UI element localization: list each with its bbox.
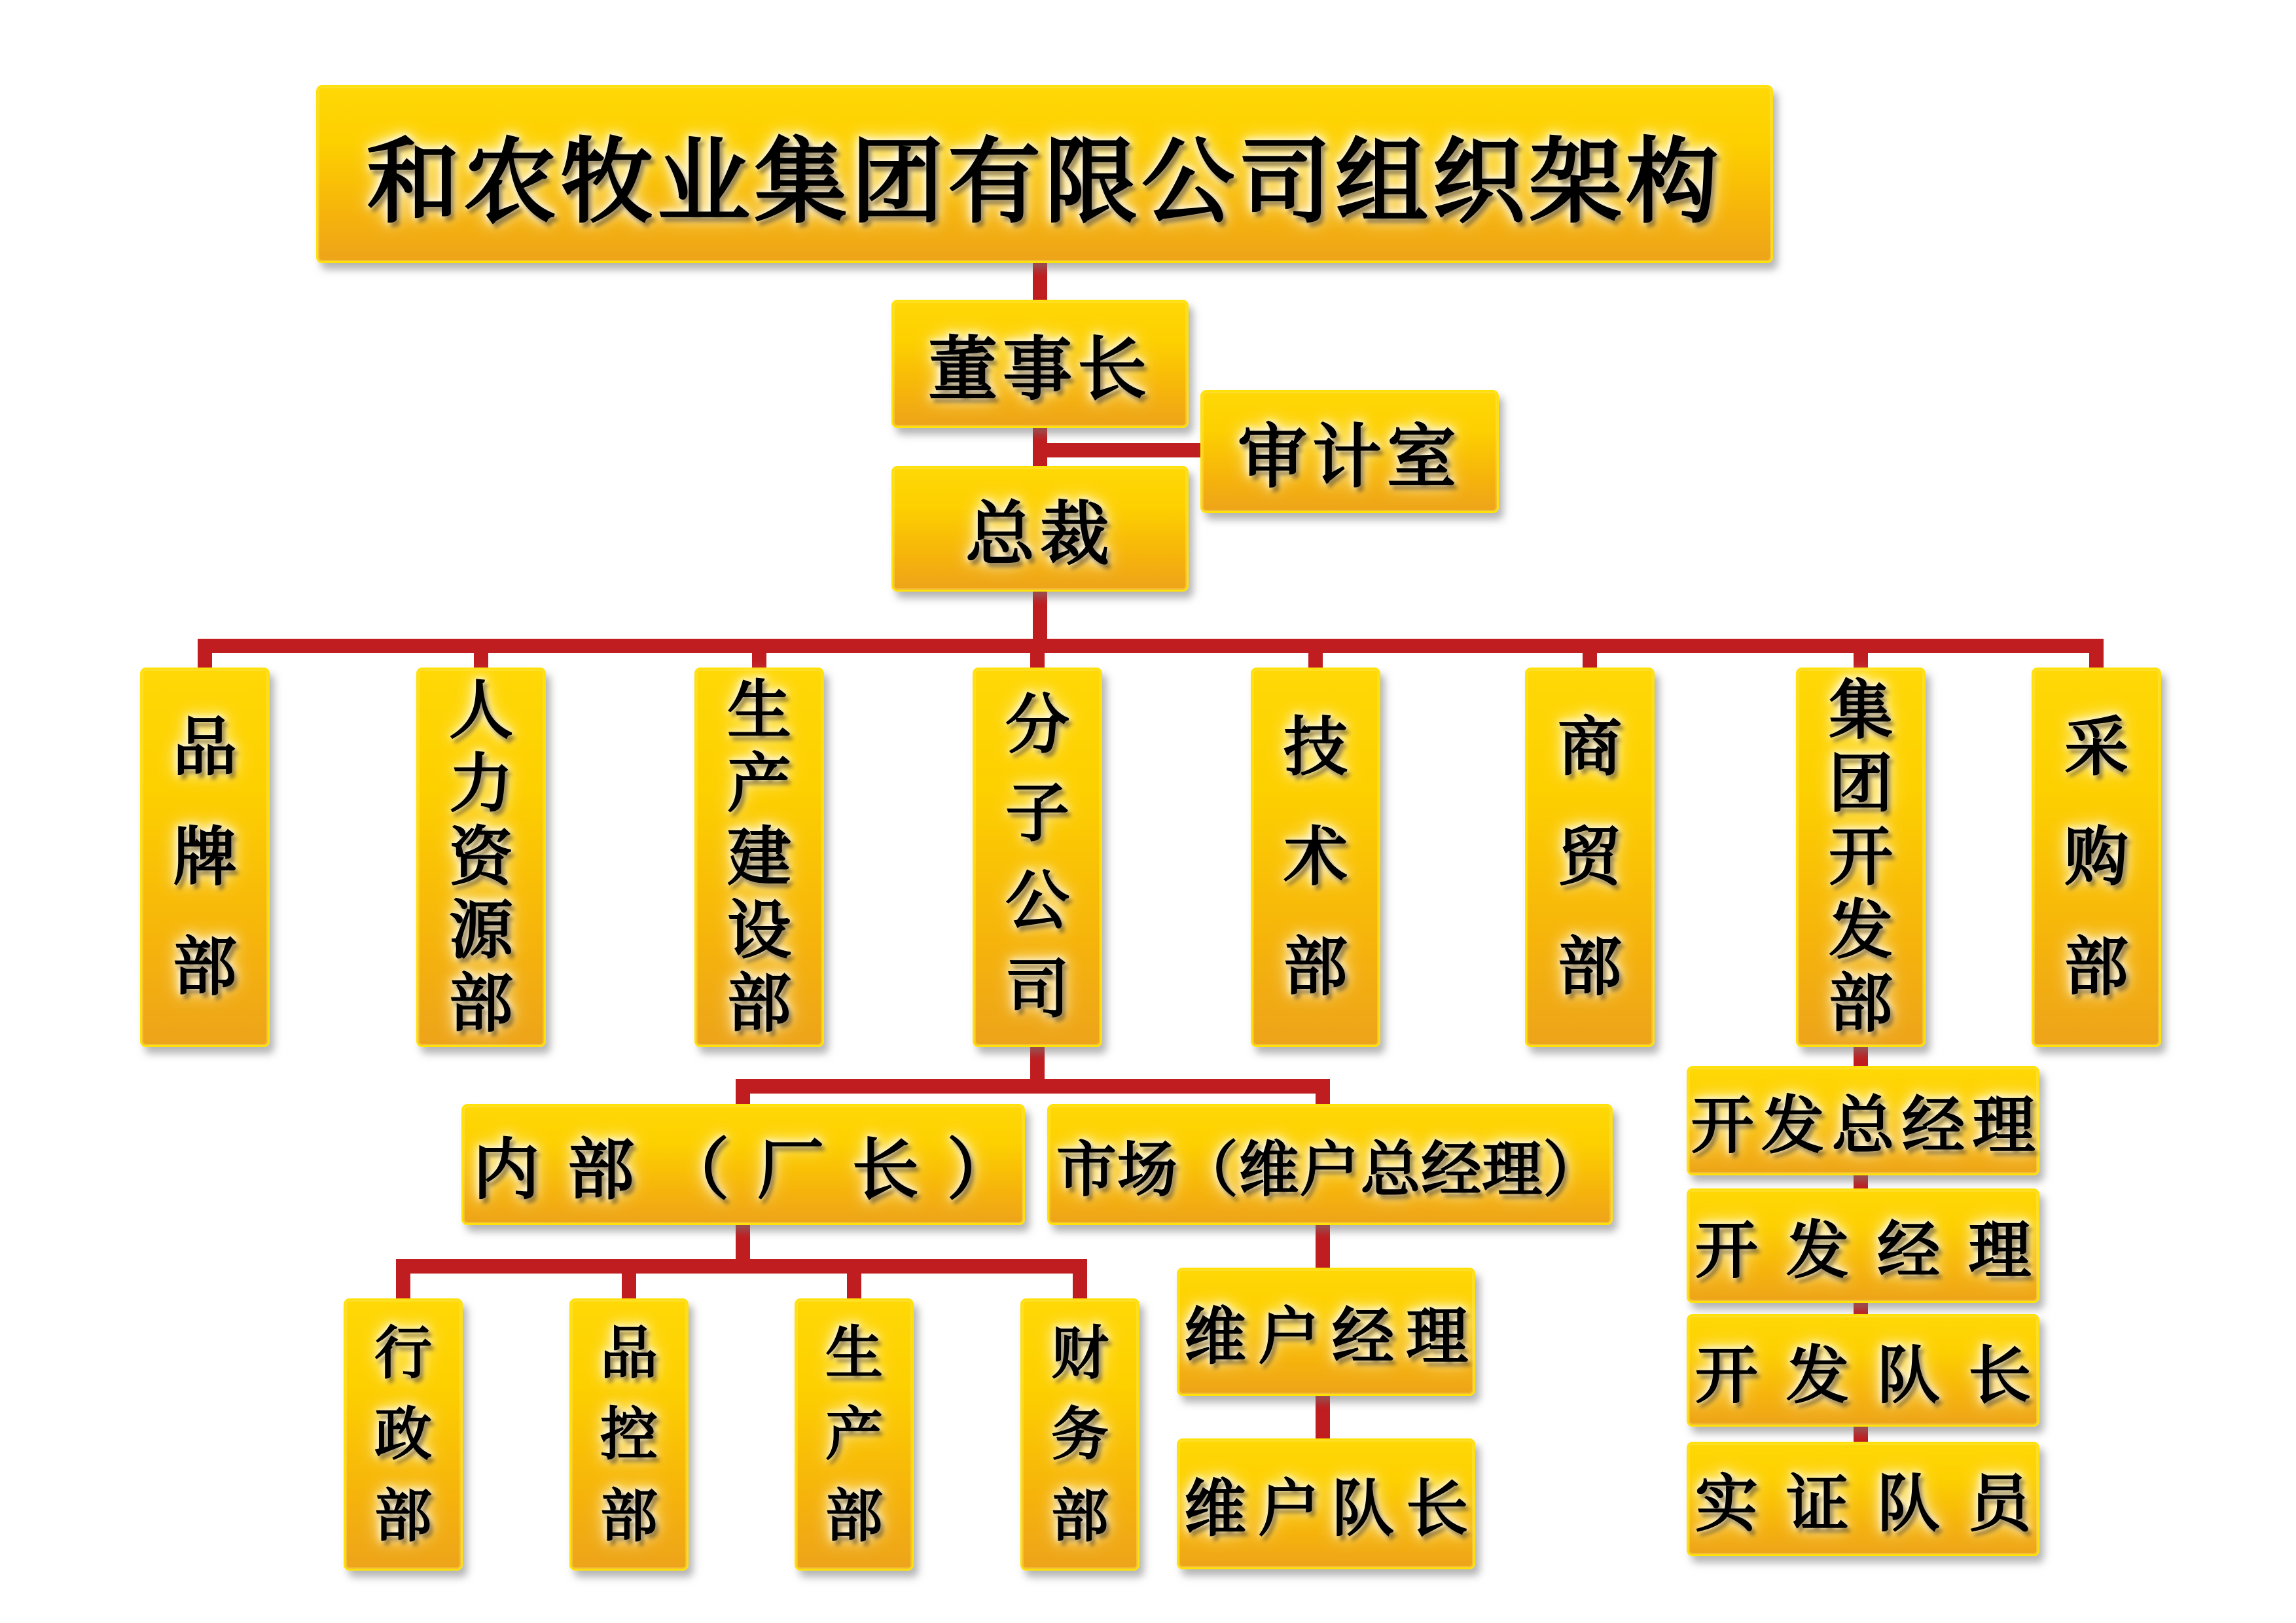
node-dept-subsidiaries <box>973 668 1102 1047</box>
connector-stub-dept-5 <box>1583 639 1597 670</box>
node-admin-dept <box>344 1298 463 1571</box>
node-field-verification-member <box>1687 1442 2060 1556</box>
node-dept-group-development-label: 集 团 开 发 部 <box>1828 673 1893 1041</box>
connector-stub-dept-2 <box>752 639 766 670</box>
connector-stub-internal <box>736 1079 750 1105</box>
node-dept-brand-label: 品 牌 部 <box>172 710 237 1005</box>
connector-audit-branch <box>1033 443 1202 457</box>
node-development-team-leader-label: 开发队长 <box>1695 1338 2060 1412</box>
connector-stub-dept-7 <box>2089 639 2104 670</box>
node-dept-subsidiaries-label: 分 子 公 司 <box>1005 688 1069 1027</box>
node-development-general-manager-label: 开发总经理 <box>1691 1089 2043 1162</box>
node-development-manager-label: 开发经理 <box>1695 1214 2060 1287</box>
node-development-manager <box>1687 1188 2060 1303</box>
node-internal-factory-director <box>461 1104 1042 1225</box>
node-finance-dept <box>1020 1298 1139 1571</box>
node-development-general-manager <box>1687 1066 2043 1175</box>
node-maintenance-team-leader-label: 维户队长 <box>1183 1473 1480 1545</box>
node-dept-purchasing <box>2032 668 2161 1047</box>
node-dept-production-construction <box>694 668 824 1047</box>
node-dept-commerce-trade-label: 商 贸 部 <box>1557 710 1622 1005</box>
node-development-team-leader <box>1687 1314 2060 1427</box>
node-president-label: 总裁 <box>965 494 1115 575</box>
node-quality-control-dept-label: 品 控 部 <box>600 1319 658 1550</box>
connector-development-stub-0 <box>1854 1046 1868 1068</box>
connector-stub-sub-3 <box>1073 1259 1087 1300</box>
node-dept-human-resources <box>416 668 546 1047</box>
node-dept-production-construction-label: 生 产 建 设 部 <box>726 673 791 1041</box>
chart-title <box>316 85 1773 263</box>
connector-stub-sub-0 <box>396 1259 410 1300</box>
connector-president-bus <box>1033 590 1047 641</box>
node-production-dept <box>795 1298 914 1571</box>
node-market-maintenance-gm <box>1047 1104 1613 1225</box>
connector-maintenance-chain <box>1316 1395 1330 1440</box>
node-market-maintenance-gm-label: 市场（维户总经理） <box>1056 1134 1604 1205</box>
connector-stub-dept-0 <box>198 639 212 670</box>
chart-title-label: 和农牧业集团有限公司组织架构 <box>367 128 1723 236</box>
node-internal-factory-director-label: 内部（厂长） <box>473 1131 1042 1209</box>
node-audit-office <box>1200 390 1499 513</box>
node-chairman-label: 董事长 <box>928 329 1152 410</box>
node-production-dept-label: 生 产 部 <box>825 1319 883 1550</box>
connector-title-chairman <box>1033 262 1047 301</box>
node-dept-brand <box>140 668 270 1047</box>
connector-level3-bus <box>396 1259 1087 1274</box>
node-dept-purchasing-label: 采 购 部 <box>2064 710 2128 1005</box>
node-dept-commerce-trade <box>1525 668 1655 1047</box>
node-field-verification-member-label: 实证队员 <box>1695 1467 2060 1541</box>
node-dept-technology-label: 技 术 部 <box>1283 710 1348 1005</box>
node-admin-dept-label: 行 政 部 <box>374 1319 432 1550</box>
connector-stub-dept-3 <box>1030 639 1045 670</box>
node-maintenance-manager-label: 维户经理 <box>1183 1301 1480 1373</box>
connector-stub-sub-2 <box>847 1259 861 1300</box>
node-finance-dept-label: 财 务 部 <box>1050 1319 1109 1550</box>
connector-stub-market <box>1316 1079 1330 1105</box>
connector-stub-sub-1 <box>622 1259 636 1300</box>
node-maintenance-manager <box>1177 1268 1480 1396</box>
node-audit-office-label: 审计室 <box>1238 417 1462 497</box>
connector-market-riser <box>1316 1224 1330 1270</box>
node-dept-human-resources-label: 人 力 资 源 部 <box>448 673 513 1041</box>
node-dept-group-development <box>1796 668 1926 1047</box>
connector-stub-dept-6 <box>1854 639 1868 670</box>
connector-level2-bus <box>736 1079 1330 1094</box>
node-dept-technology <box>1251 668 1380 1047</box>
connector-stub-dept-1 <box>474 639 488 670</box>
node-maintenance-team-leader <box>1177 1438 1480 1569</box>
node-president <box>891 466 1189 592</box>
node-chairman <box>891 300 1189 428</box>
connector-stub-dept-4 <box>1308 639 1323 670</box>
node-quality-control-dept <box>569 1298 689 1571</box>
